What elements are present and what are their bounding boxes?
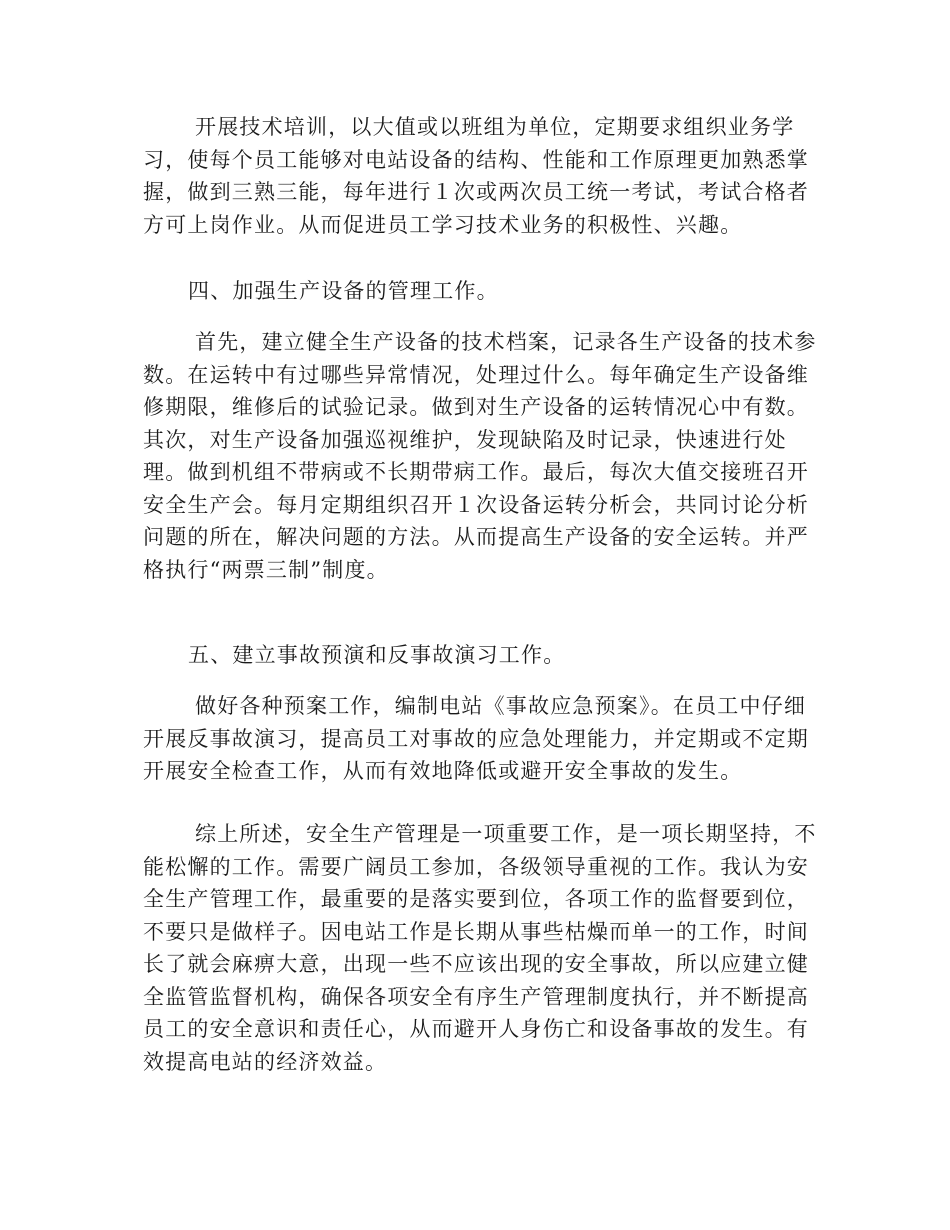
paragraph-line: 修期限，维修后的试验记录。做到对生产设备的运转情况心中有数。 [143,395,809,419]
section-heading-4: 四、加强生产设备的管理工作。 [188,279,499,303]
paragraph-summary [143,818,817,1078]
paragraph-line: 方可上岗作业。从而促进员工学习技术业务的积极性、兴趣。 [143,212,743,237]
paragraph-line: 习，使每个员工能够对电站设备的结构、性能和工作原理更加熟悉掌 [143,147,809,172]
paragraph-line: 综上所述，安全生产管理是一项重要工作，是一项长期坚持，不 [195,822,817,846]
paragraph-line: 首先，建立健全生产设备的技术档案，记录各生产设备的技术参 [195,330,817,354]
paragraph-line: 做好各种预案工作，编制电站《事故应急预案》。在员工中仔细 [195,694,807,718]
paragraph-line: 员工的安全意识和责任心，从而避开人身伤亡和设备事故的发生。有 [143,1017,809,1041]
paragraph-line: 不要只是做样子。因电站工作是长期从事些枯燥而单一的工作，时间 [143,919,809,944]
paragraph-technical-training [143,111,807,241]
paragraph-line: 效提高电站的经济效益。 [143,1049,388,1074]
paragraph-line: 安全生产会。每月定期组织召开１次设备运转分析会，共同讨论分析 [143,492,809,517]
paragraph-line: 全监管监督机构，确保各项安全有序生产管理制度执行，并不断提高 [143,984,809,1009]
paragraph-line: 握，做到三熟三能，每年进行１次或两次员工统一考试，考试合格者 [143,180,809,204]
paragraph-line: 开展反事故演习，提高员工对事故的应急处理能力，并定期或不定期 [143,726,809,751]
paragraph-line: 开展技术培训，以大值或以班组为单位，定期要求组织业务学 [195,115,795,139]
paragraph-equipment-management [143,326,817,586]
paragraph-line: 问题的所在，解决问题的方法。从而提高生产设备的安全运转。并严 [143,525,809,549]
paragraph-line: 全生产管理工作，最重要的是落实要到位，各项工作的监督要到位， [143,887,809,911]
paragraph-accident-drill [143,690,807,788]
paragraph-line: 数。在运转中有过哪些异常情况，处理过什么。每年确定生产设备维 [143,362,809,387]
paragraph-line: 格执行“两票三制”制度。 [143,557,389,582]
section-heading-5: 五、建立事故预演和反事故演习工作。 [188,643,566,667]
paragraph-line: 开展安全检查工作，从而有效地降低或避开安全事故的发生。 [143,759,743,783]
paragraph-line: 理。做到机组不带病或不长期带病工作。最后，每次大值交接班召开 [143,460,809,484]
paragraph-line: 其次，对生产设备加强巡视维护，发现缺陷及时记录，快速进行处 [143,427,787,452]
paragraph-line: 长了就会麻痹大意，出现一些不应该出现的安全事故，所以应建立健 [143,952,809,976]
paragraph-line: 能松懈的工作。需要广阔员工参加，各级领导重视的工作。我认为安 [143,854,809,879]
